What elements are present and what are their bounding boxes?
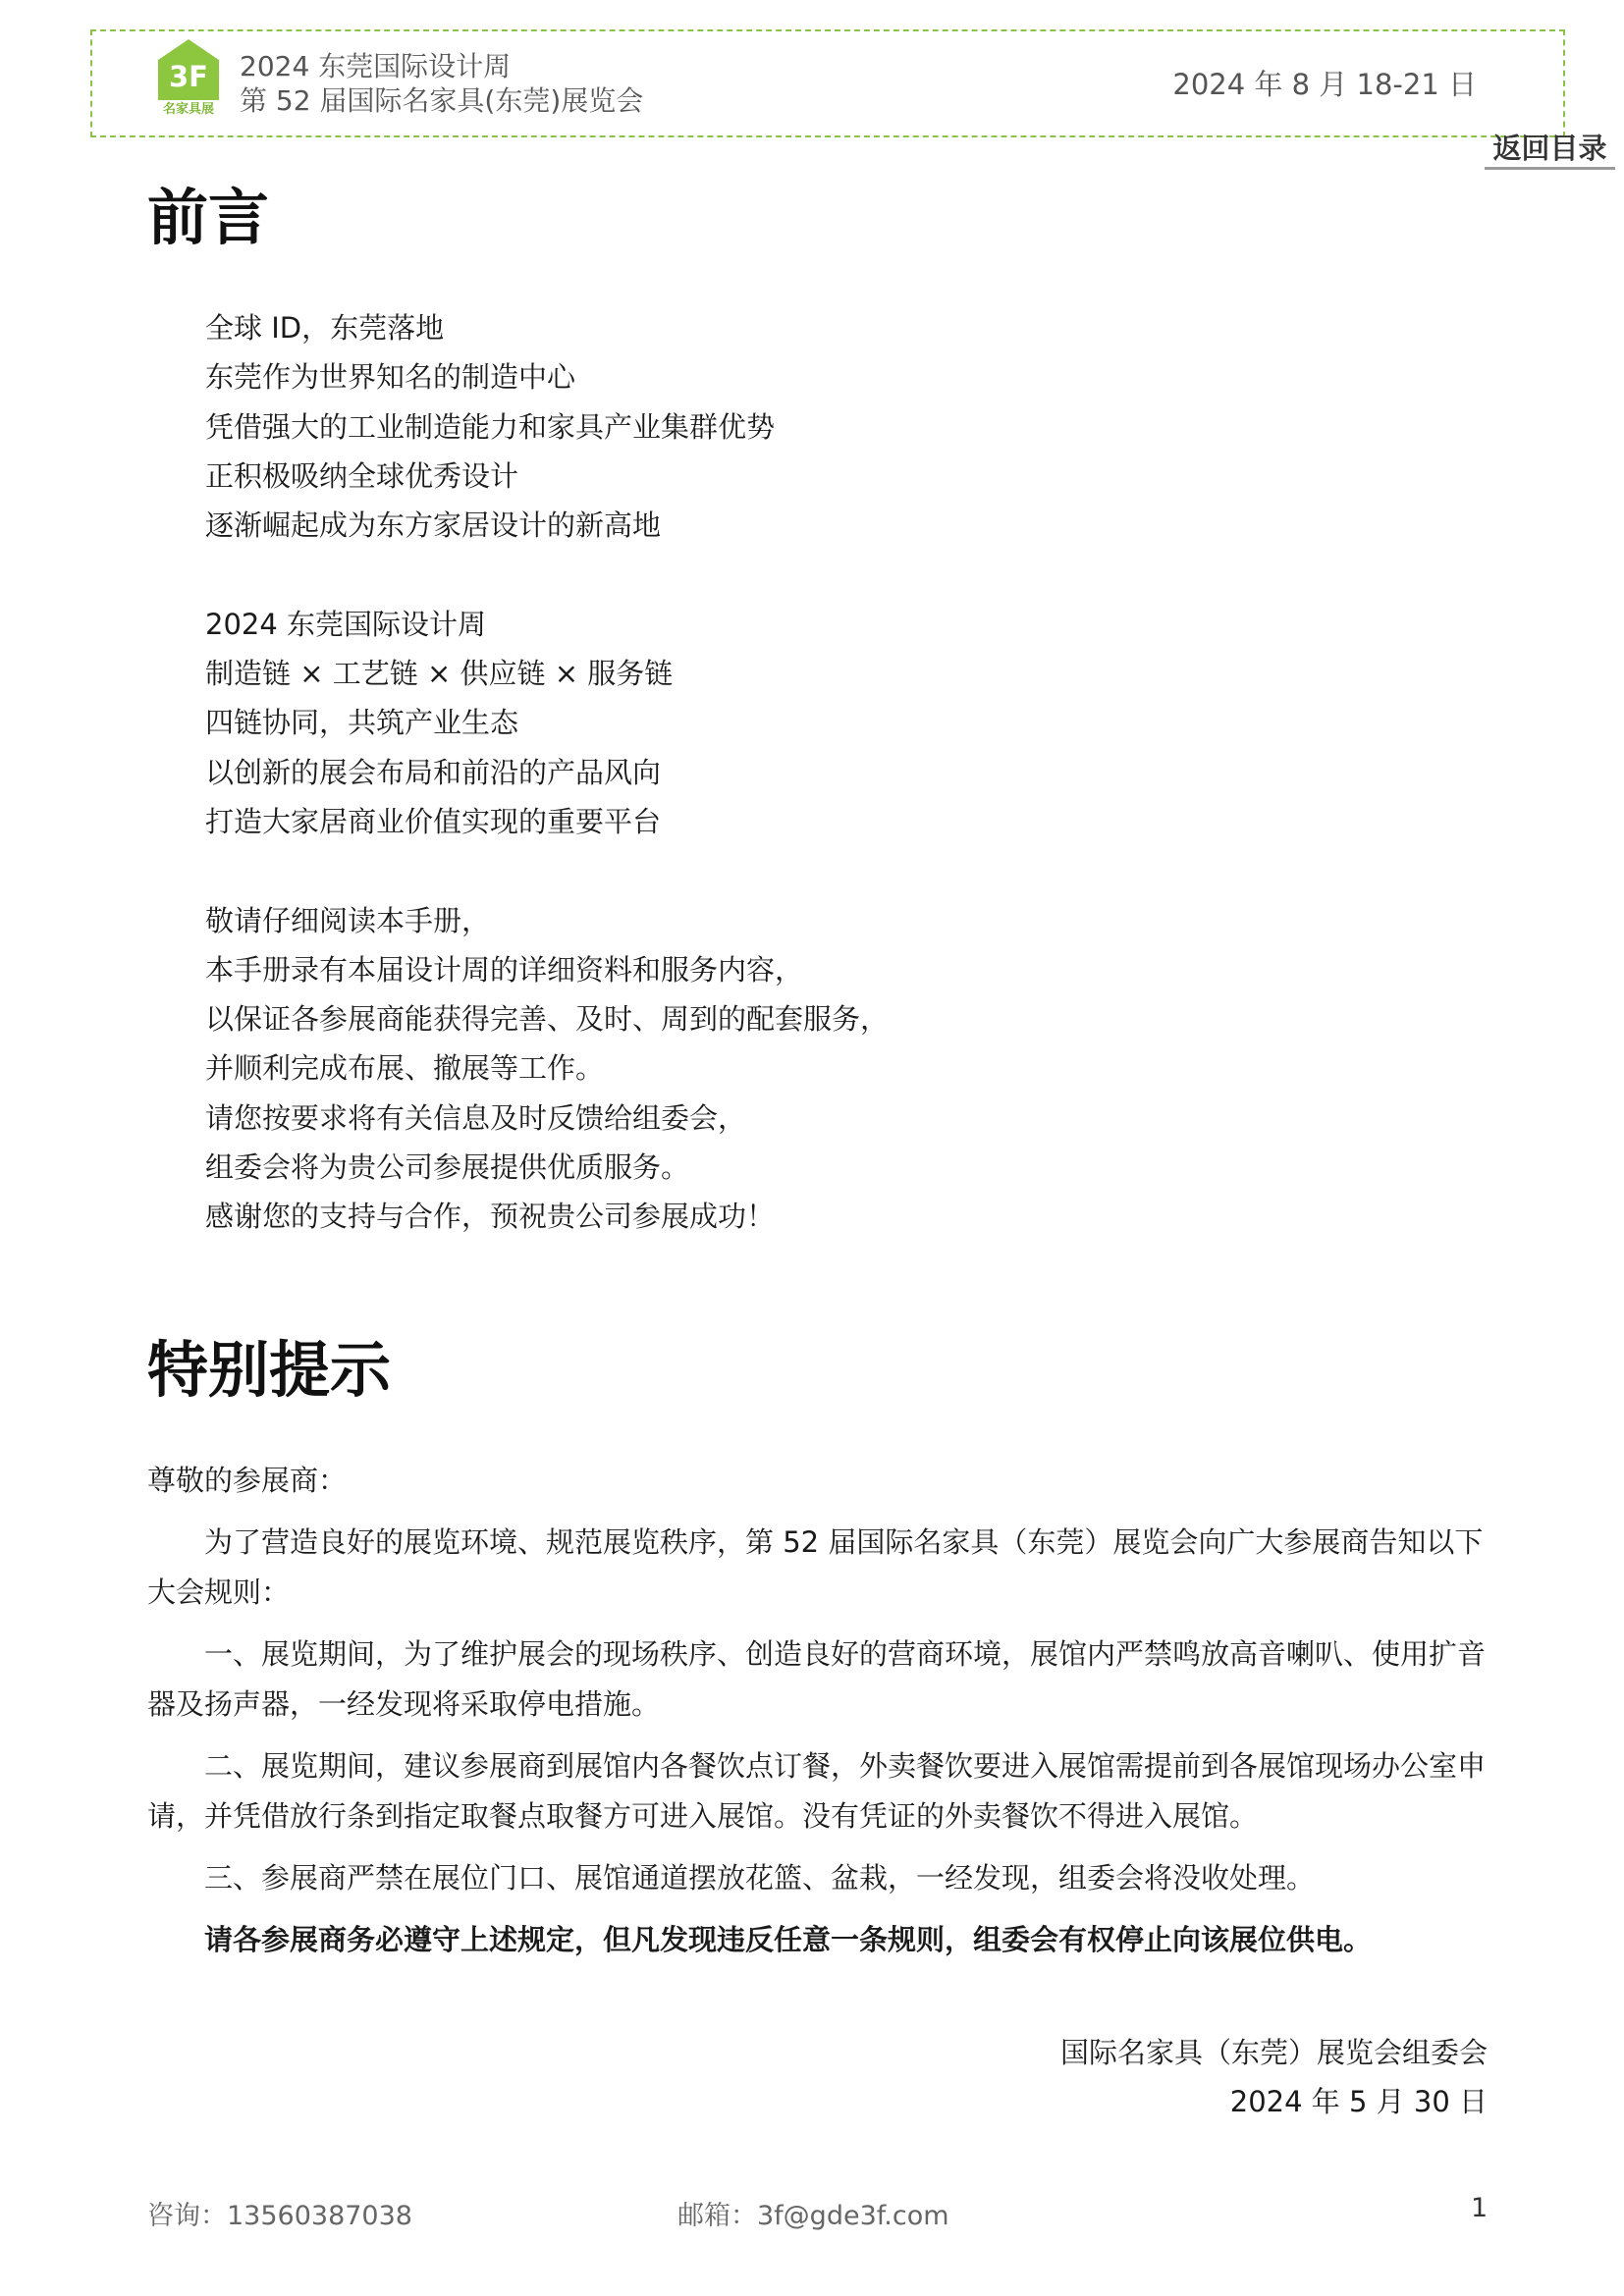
- preface-line: 请您按要求将有关信息及时反馈给组委会，: [205, 1100, 747, 1135]
- preface-line: 组委会将为贵公司参展提供优质服务。: [205, 1150, 690, 1185]
- preface-line: 打造大家居商业价值实现的重要平台: [205, 804, 662, 838]
- preface-line: [205, 846, 889, 895]
- preface-line: 本手册录有本届设计周的详细资料和服务内容，: [205, 952, 804, 987]
- preface-line: 并顺利完成布展、撤展等工作。: [205, 1051, 605, 1086]
- preface-line: 逐渐崛起成为东方家居设计的新高地: [205, 508, 662, 543]
- notice-warning: 请各参展商务必遵守上述规定，但凡发现违反任意一条规则，组委会有权停止向该展位供电。: [204, 1923, 1373, 1956]
- preface-body: [205, 303, 889, 1242]
- preface-line: [205, 550, 889, 599]
- header-date: 2024 年 8 月 18-21 日: [1172, 68, 1477, 101]
- page-header: [90, 29, 1565, 137]
- notice-rule: 一、展览期间，为了维护展会的现场秩序、创造良好的营商环境，展馆内严禁鸣放高音喇叭、使用扩音器及扬声器，一经发现将采取停电措施。: [147, 1637, 1487, 1721]
- footer-email: 邮箱：3f@gde3f.com: [677, 2201, 949, 2231]
- header-titles: [240, 49, 643, 118]
- preface-line: 东莞作为世界知名的制造中心: [205, 360, 576, 395]
- preface-line: 2024 东莞国际设计周: [205, 607, 487, 641]
- back-to-contents-link[interactable]: 返回目录: [1485, 130, 1615, 170]
- logo-mark: 3F: [169, 60, 208, 93]
- preface-line: 以保证各参展商能获得完善、及时、周到的配套服务，: [205, 1002, 890, 1037]
- notice-salutation: 尊敬的参展商：: [147, 1464, 348, 1497]
- preface-line: 敬请仔细阅读本手册，: [205, 903, 491, 937]
- logo: [158, 39, 219, 118]
- preface-line: 以创新的展会布局和前沿的产品风向: [205, 755, 662, 789]
- notice-intro: 为了营造良好的展览环境、规范展览秩序，第 52 届国际名家具（东莞）展览会向广大参展商告知以下大会规则：: [147, 1525, 1484, 1609]
- header-title-line1: 2024 东莞国际设计周: [240, 50, 512, 82]
- notice-rule: 二、展览期间，建议参展商到展馆内各餐饮点订餐，外卖餐饮要进入展馆需提前到各展馆现场办公室申请，并凭借放行条到指定取餐点取餐方可进入展馆。没有凭证的外卖餐饮不得进入展馆。: [147, 1749, 1487, 1833]
- preface-line: 感谢您的支持与合作，预祝贵公司参展成功！: [205, 1200, 776, 1234]
- preface-line: 制造链 × 工艺链 × 供应链 × 服务链: [205, 657, 674, 691]
- header-title-line2: 第 52 届国际名家具(东莞)展览会: [240, 84, 644, 117]
- preface-line: 正积极吸纳全球优秀设计: [205, 458, 519, 493]
- signature: [1060, 2028, 1488, 2126]
- preface-title: 前言: [147, 182, 270, 253]
- notice-rule: 三、参展商严禁在展位门口、展馆通道摆放花篮、盆栽，一经发现，组委会将没收处理。: [204, 1861, 1316, 1895]
- preface-line: 全球 ID，东莞落地: [205, 311, 445, 345]
- logo-brand: 名家具展: [162, 102, 214, 117]
- preface-line: 凭借强大的工业制造能力和家具产业集群优势: [205, 409, 776, 444]
- signature-org: 国际名家具（东莞）展览会组委会: [1059, 2036, 1488, 2069]
- page-number: 1: [1471, 2193, 1489, 2223]
- preface-line: 四链协同，共筑产业生态: [205, 706, 519, 740]
- footer-phone: 咨询：13560387038: [147, 2201, 412, 2231]
- signature-date: 2024 年 5 月 30 日: [1229, 2085, 1488, 2118]
- notice-title: 特别提示: [147, 1334, 392, 1406]
- notice-body: [147, 1456, 1488, 1977]
